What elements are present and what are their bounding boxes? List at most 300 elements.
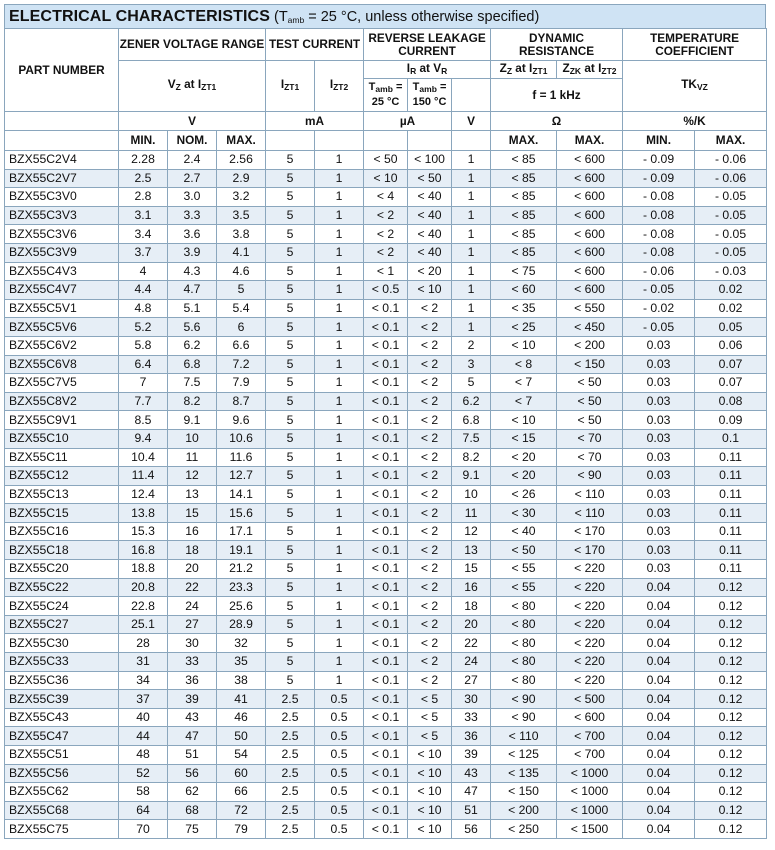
cell-part-number: BZX55C62 [5,783,119,802]
cell-vr: 22 [452,634,491,653]
table-row [5,783,767,802]
cell-tk-min: - 0.05 [623,281,695,300]
cell-vz-nom: 5.6 [168,318,217,337]
cell-ir-150c: < 40 [408,188,452,207]
cell-vr: 51 [452,801,491,820]
cell-vz-min: 70 [119,820,168,839]
cell-vz-min: 13.8 [119,504,168,523]
cell-tk-max: 0.02 [695,299,767,318]
cell-zz-max: < 7 [491,374,557,393]
cell-izt1: 5 [266,653,315,672]
cell-izt2: 1 [315,169,364,188]
cell-part-number: BZX55C3V3 [5,206,119,225]
cell-tk-min: - 0.08 [623,243,695,262]
cell-ir-25c: < 0.1 [364,597,408,616]
cell-ir-150c: < 40 [408,225,452,244]
cell-tk-min: 0.03 [623,429,695,448]
cell-vz-max: 41 [217,690,266,709]
cell-part-number: BZX55C8V2 [5,392,119,411]
cell-vr: 27 [452,671,491,690]
cell-tk-max: 0.12 [695,578,767,597]
cell-vz-nom: 8.2 [168,392,217,411]
cell-tk-max: 0.11 [695,467,767,486]
cell-izt2: 0.5 [315,801,364,820]
unit-voltage: V [119,112,266,131]
cell-vz-min: 31 [119,653,168,672]
cell-tk-min: 0.03 [623,560,695,579]
cell-vz-min: 15.3 [119,522,168,541]
cell-zzk-max: < 1000 [557,764,623,783]
cell-ir-150c: < 2 [408,653,452,672]
cell-vz-max: 72 [217,801,266,820]
cell-zz-max: < 75 [491,262,557,281]
cell-tk-min: 0.04 [623,615,695,634]
cell-tk-min: - 0.09 [623,151,695,170]
cell-zzk-max: < 700 [557,727,623,746]
table-row [5,262,767,281]
cell-ir-25c: < 0.1 [364,467,408,486]
cell-vr: 1 [452,299,491,318]
cell-part-number: BZX55C24 [5,597,119,616]
cell-zzk-max: < 220 [557,560,623,579]
cell-vz-min: 4.8 [119,299,168,318]
cell-izt1: 2.5 [266,690,315,709]
cell-tk-max: 0.1 [695,429,767,448]
cell-izt2: 1 [315,467,364,486]
cell-vz-max: 19.1 [217,541,266,560]
cell-vz-max: 5.4 [217,299,266,318]
table-body [5,151,767,839]
cell-part-number: BZX55C16 [5,522,119,541]
cell-vz-min: 7.7 [119,392,168,411]
cell-ir-25c: < 0.1 [364,448,408,467]
cell-vr: 1 [452,206,491,225]
cell-vz-min: 48 [119,746,168,765]
cell-vz-min: 4.4 [119,281,168,300]
cell-part-number: BZX55C30 [5,634,119,653]
table-row [5,560,767,579]
cell-part-number: BZX55C4V7 [5,281,119,300]
cell-vz-min: 8.5 [119,411,168,430]
cell-vz-nom: 18 [168,541,217,560]
cell-vz-nom: 39 [168,690,217,709]
header-zz-at-izt1: $Z_Z$ at $I_{ZT1}$ [491,61,557,79]
cell-izt2: 1 [315,597,364,616]
cell-vr: 13 [452,541,491,560]
cell-zz-max: < 200 [491,801,557,820]
table-row [5,392,767,411]
cell-vz-max: 35 [217,653,266,672]
cell-vz-max: 38 [217,671,266,690]
cell-vr: 12 [452,522,491,541]
cell-tk-max: 0.12 [695,690,767,709]
cell-ir-25c: < 0.1 [364,504,408,523]
subhead-max: MAX. [217,131,266,151]
cell-zzk-max: < 600 [557,708,623,727]
cell-ir-150c: < 40 [408,206,452,225]
cell-zz-max: < 20 [491,467,557,486]
cell-zz-max: < 135 [491,764,557,783]
cell-tk-max: 0.12 [695,746,767,765]
cell-zzk-max: < 1000 [557,783,623,802]
cell-tk-max: 0.11 [695,541,767,560]
cell-izt1: 5 [266,560,315,579]
cell-ir-150c: < 2 [408,374,452,393]
cell-vz-min: 52 [119,764,168,783]
cell-izt1: 5 [266,541,315,560]
cell-vz-max: 50 [217,727,266,746]
cell-ir-25c: < 2 [364,206,408,225]
cell-ir-150c: < 100 [408,151,452,170]
cell-ir-150c: < 2 [408,541,452,560]
cell-vz-min: 4 [119,262,168,281]
cell-tk-max: - 0.05 [695,225,767,244]
cell-vz-min: 10.4 [119,448,168,467]
cell-izt1: 5 [266,355,315,374]
cell-zzk-max: < 600 [557,206,623,225]
cell-izt1: 2.5 [266,764,315,783]
cell-vr: 18 [452,597,491,616]
cell-ir-25c: < 0.1 [364,429,408,448]
cell-tk-min: 0.03 [623,374,695,393]
cell-tk-min: - 0.02 [623,299,695,318]
cell-izt1: 5 [266,206,315,225]
cell-ir-150c: < 5 [408,708,452,727]
cell-zzk-max: < 50 [557,374,623,393]
cell-ir-25c: < 0.1 [364,615,408,634]
cell-zzk-max: < 700 [557,746,623,765]
cell-vr: 33 [452,708,491,727]
cell-izt2: 1 [315,392,364,411]
cell-vz-min: 58 [119,783,168,802]
cell-tk-max: - 0.05 [695,188,767,207]
cell-ir-25c: < 0.1 [364,708,408,727]
cell-zz-max: < 50 [491,541,557,560]
cell-vz-min: 44 [119,727,168,746]
subhead-tk-min: MIN. [623,131,695,151]
cell-tk-min: 0.04 [623,783,695,802]
cell-part-number: BZX55C9V1 [5,411,119,430]
cell-part-number: BZX55C3V0 [5,188,119,207]
cell-zzk-max: < 500 [557,690,623,709]
cell-vz-nom: 47 [168,727,217,746]
cell-ir-25c: < 0.1 [364,541,408,560]
table-row [5,151,767,170]
cell-vz-max: 28.9 [217,615,266,634]
cell-tk-min: 0.04 [623,764,695,783]
cell-vz-nom: 12 [168,467,217,486]
cell-izt2: 1 [315,634,364,653]
cell-vz-max: 79 [217,820,266,839]
cell-vr: 39 [452,746,491,765]
cell-ir-150c: < 2 [408,615,452,634]
cell-vr: 10 [452,485,491,504]
cell-tk-max: 0.12 [695,615,767,634]
cell-zz-max: < 40 [491,522,557,541]
cell-vr: 43 [452,764,491,783]
table-row [5,764,767,783]
cell-zzk-max: < 170 [557,541,623,560]
cell-vz-max: 66 [217,783,266,802]
cell-zz-max: < 26 [491,485,557,504]
cell-ir-25c: < 1 [364,262,408,281]
cell-vz-max: 4.1 [217,243,266,262]
cell-part-number: BZX55C2V7 [5,169,119,188]
cell-tk-max: 0.11 [695,448,767,467]
table-row [5,690,767,709]
cell-ir-150c: < 2 [408,467,452,486]
cell-tk-max: 0.12 [695,727,767,746]
cell-zzk-max: < 220 [557,597,623,616]
subhead-blank [408,131,452,151]
cell-vr: 1 [452,225,491,244]
cell-tk-min: - 0.05 [623,318,695,337]
cell-vz-min: 3.7 [119,243,168,262]
table-row [5,467,767,486]
table-row [5,578,767,597]
cell-zz-max: < 85 [491,225,557,244]
header-test-current: TEST CURRENT [266,29,364,61]
unit-resistance: Ω [491,112,623,131]
cell-part-number: BZX55C27 [5,615,119,634]
cell-ir-25c: < 0.1 [364,411,408,430]
cell-vz-max: 17.1 [217,522,266,541]
cell-vz-min: 34 [119,671,168,690]
cell-zz-max: < 85 [491,151,557,170]
cell-zz-max: < 20 [491,448,557,467]
cell-ir-150c: < 10 [408,281,452,300]
cell-izt2: 1 [315,578,364,597]
cell-vz-max: 21.2 [217,560,266,579]
cell-ir-25c: < 50 [364,151,408,170]
subhead-min: MIN. [119,131,168,151]
cell-zz-max: < 25 [491,318,557,337]
cell-izt1: 2.5 [266,801,315,820]
cell-ir-150c: < 20 [408,262,452,281]
cell-vr: 20 [452,615,491,634]
cell-vz-nom: 6.8 [168,355,217,374]
cell-izt2: 1 [315,225,364,244]
cell-vz-max: 4.6 [217,262,266,281]
cell-izt2: 1 [315,151,364,170]
cell-tk-min: 0.04 [623,653,695,672]
cell-izt2: 1 [315,448,364,467]
cell-vz-max: 32 [217,634,266,653]
header-izt2: $I_{ZT2}$ [315,61,364,112]
cell-vr: 2 [452,336,491,355]
cell-zz-max: < 35 [491,299,557,318]
cell-tk-max: 0.09 [695,411,767,430]
subhead-blank [452,131,491,151]
cell-part-number: BZX55C18 [5,541,119,560]
cell-ir-25c: < 4 [364,188,408,207]
cell-izt2: 1 [315,653,364,672]
cell-tk-min: 0.04 [623,671,695,690]
unit-current: mA [266,112,364,131]
cell-izt1: 5 [266,374,315,393]
cell-izt1: 5 [266,262,315,281]
cell-tk-max: - 0.06 [695,151,767,170]
cell-ir-150c: < 10 [408,783,452,802]
table-row [5,318,767,337]
cell-zz-max: < 80 [491,671,557,690]
table-row [5,801,767,820]
cell-tk-min: 0.04 [623,727,695,746]
cell-vz-nom: 36 [168,671,217,690]
cell-vz-max: 6.6 [217,336,266,355]
cell-vz-max: 14.1 [217,485,266,504]
subhead-tk-max: MAX. [695,131,767,151]
cell-zzk-max: < 200 [557,336,623,355]
cell-vz-max: 6 [217,318,266,337]
cell-zz-max: < 85 [491,169,557,188]
header-tamb-25: $T_{amb} = 25$ °C [364,79,408,112]
cell-tk-min: - 0.09 [623,169,695,188]
cell-vz-nom: 75 [168,820,217,839]
cell-ir-150c: < 10 [408,820,452,839]
header-zener-voltage: ZENER VOLTAGE RANGE [119,29,266,61]
cell-vr: 11 [452,504,491,523]
cell-ir-25c: < 0.1 [364,336,408,355]
cell-zzk-max: < 150 [557,355,623,374]
cell-zz-max: < 85 [491,206,557,225]
table-row [5,355,767,374]
table-row [5,299,767,318]
cell-tk-min: 0.04 [623,746,695,765]
cell-izt2: 1 [315,262,364,281]
cell-izt1: 5 [266,634,315,653]
cell-vz-max: 11.6 [217,448,266,467]
cell-ir-150c: < 2 [408,522,452,541]
cell-ir-150c: < 2 [408,671,452,690]
cell-vz-nom: 15 [168,504,217,523]
cell-zzk-max: < 600 [557,188,623,207]
cell-zzk-max: < 50 [557,411,623,430]
cell-vz-nom: 24 [168,597,217,616]
cell-vz-nom: 10 [168,429,217,448]
cell-izt2: 1 [315,355,364,374]
cell-vr: 1 [452,281,491,300]
cell-tk-max: 0.12 [695,634,767,653]
cell-vz-max: 10.6 [217,429,266,448]
cell-tk-min: 0.04 [623,597,695,616]
cell-zz-max: < 15 [491,429,557,448]
cell-ir-25c: < 2 [364,243,408,262]
cell-vz-min: 7 [119,374,168,393]
cell-zzk-max: < 220 [557,615,623,634]
cell-ir-150c: < 5 [408,727,452,746]
cell-tk-min: 0.04 [623,708,695,727]
header-row-units [5,112,767,131]
cell-tk-max: 0.11 [695,485,767,504]
cell-tk-min: - 0.06 [623,262,695,281]
cell-ir-25c: < 0.1 [364,746,408,765]
cell-ir-25c: < 0.1 [364,783,408,802]
cell-vz-min: 22.8 [119,597,168,616]
cell-izt1: 2.5 [266,727,315,746]
cell-tk-max: - 0.03 [695,262,767,281]
cell-izt1: 5 [266,448,315,467]
cell-vz-nom: 3.9 [168,243,217,262]
cell-vr: 5 [452,374,491,393]
cell-vr: 6.8 [452,411,491,430]
cell-zzk-max: < 220 [557,634,623,653]
cell-tk-min: 0.03 [623,522,695,541]
cell-vr: 16 [452,578,491,597]
cell-izt1: 5 [266,188,315,207]
cell-ir-25c: < 0.1 [364,392,408,411]
unit-part-blank [5,112,119,131]
cell-ir-150c: < 2 [408,429,452,448]
cell-zz-max: < 10 [491,336,557,355]
cell-part-number: BZX55C43 [5,708,119,727]
cell-izt1: 5 [266,243,315,262]
table-row [5,336,767,355]
table-row [5,243,767,262]
cell-vr: 47 [452,783,491,802]
cell-vz-min: 6.4 [119,355,168,374]
subhead-blank [364,131,408,151]
table-row [5,522,767,541]
cell-tk-max: 0.12 [695,783,767,802]
cell-vz-max: 3.8 [217,225,266,244]
unit-leakage: µA [364,112,452,131]
cell-part-number: BZX55C3V9 [5,243,119,262]
cell-tk-min: 0.03 [623,485,695,504]
header-temp-coefficient: TEMPERATURE COEFFICIENT [623,29,767,61]
cell-zz-max: < 80 [491,597,557,616]
cell-ir-150c: < 2 [408,336,452,355]
cell-tk-max: 0.12 [695,597,767,616]
table-row [5,225,767,244]
cell-vz-max: 12.7 [217,467,266,486]
cell-zz-max: < 80 [491,653,557,672]
cell-tk-max: 0.12 [695,708,767,727]
subhead-max-zzk: MAX. [557,131,623,151]
table-row [5,411,767,430]
cell-vz-max: 15.6 [217,504,266,523]
cell-vr: 1 [452,169,491,188]
cell-vr: 56 [452,820,491,839]
cell-tk-min: 0.04 [623,801,695,820]
cell-tk-min: 0.04 [623,634,695,653]
header-ir-at-vr: $I_R$ at $V_R$ [364,61,491,79]
cell-ir-150c: < 10 [408,801,452,820]
cell-zzk-max: < 90 [557,467,623,486]
cell-zzk-max: < 600 [557,262,623,281]
cell-vr: 3 [452,355,491,374]
cell-zzk-max: < 550 [557,299,623,318]
cell-izt2: 1 [315,615,364,634]
cell-ir-150c: < 10 [408,764,452,783]
cell-part-number: BZX55C22 [5,578,119,597]
table-row [5,206,767,225]
cell-vz-max: 3.5 [217,206,266,225]
cell-zz-max: < 7 [491,392,557,411]
cell-ir-25c: < 10 [364,169,408,188]
cell-zz-max: < 55 [491,578,557,597]
cell-vz-min: 16.8 [119,541,168,560]
cell-ir-25c: < 0.1 [364,690,408,709]
cell-zzk-max: < 70 [557,429,623,448]
table-row [5,374,767,393]
cell-vz-max: 60 [217,764,266,783]
cell-zz-max: < 85 [491,188,557,207]
cell-zz-max: < 80 [491,634,557,653]
cell-izt1: 5 [266,318,315,337]
header-tamb-150: $T_{amb} = 150$ °C [408,79,452,112]
cell-izt2: 1 [315,281,364,300]
